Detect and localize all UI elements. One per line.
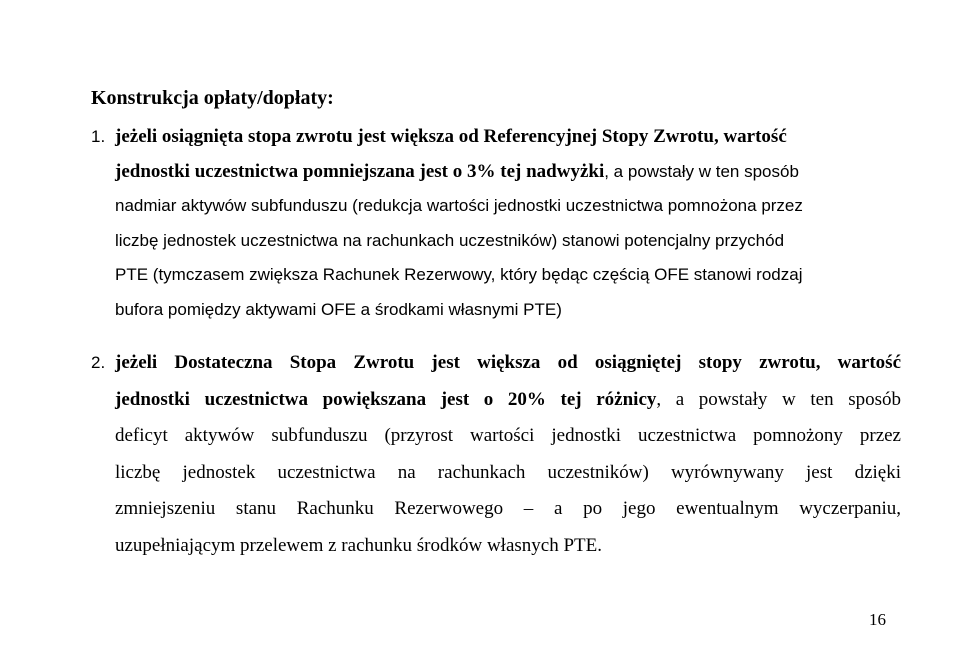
item-1-line-4: liczbę jednostek uczestnictwa na rachunkach uczestników) stanowi potencjalny przychód xyxy=(115,230,785,250)
page-number: 16 xyxy=(869,610,886,629)
item-1-line-2 xyxy=(91,155,901,190)
section-heading: Konstrukcja opłaty/dopłaty: xyxy=(91,87,334,109)
item-2-line-4: liczbę jednostek uczestnictwa na rachunkach uczestników) wyrównywany jest dzięki xyxy=(115,461,901,483)
item-2-line-6: uzupełniającym przelewem z rachunku środków własnych PTE. xyxy=(115,534,602,556)
item-1-line-1 xyxy=(91,120,901,155)
item-2-line-3: deficyt aktywów subfunduszu (przyrost wartości jednostki uczestnictwa pomnożony przez xyxy=(115,425,901,446)
item-1-line-5: PTE (tymczasem zwiększa Rachunek Rezerwowy, który będąc częścią OFE stanowi rodzaj xyxy=(115,265,803,284)
item-1-bold-text-2: jednostki uczestnictwa pomniejszana jest o 3% tej nadwyżki xyxy=(115,160,605,182)
item-2-bold-text-2: jednostki uczestnictwa powiększana jest o 20% tej różnicy xyxy=(115,388,657,410)
list-item-1 xyxy=(91,120,901,327)
item-1-line-6: bufora pomiędzy aktywami OFE a środkami własnymi PTE) xyxy=(115,299,562,319)
item-2-marker: 2. xyxy=(91,353,106,372)
item-2-bold-text: jeżeli Dostateczna Stopa Zwrotu jest większa od osiągniętej stopy zwrotu, wartość xyxy=(115,352,901,373)
item-1-bold-text: jeżeli osiągnięta stopa zwrotu jest większa od Referencyjnej Stopy Zwrotu, wartość xyxy=(115,126,787,147)
item-2-text-2: , a powstały w ten sposób xyxy=(656,388,901,410)
item-2-line-5: zmniejszeniu stanu Rachunku Rezerwowego – a po jego ewentualnym wyczerpaniu, xyxy=(115,498,901,519)
item-1-line-3: nadmiar aktywów subfunduszu (redukcja wartości jednostki uczestnictwa pomnożona przez xyxy=(115,196,803,215)
list-item-2 xyxy=(91,345,901,564)
item-2-line-1 xyxy=(91,345,901,382)
item-1-text-2: , a powstały w ten sposób xyxy=(604,161,799,181)
item-1-marker: 1. xyxy=(91,127,106,146)
item-2-line-2 xyxy=(91,382,901,419)
